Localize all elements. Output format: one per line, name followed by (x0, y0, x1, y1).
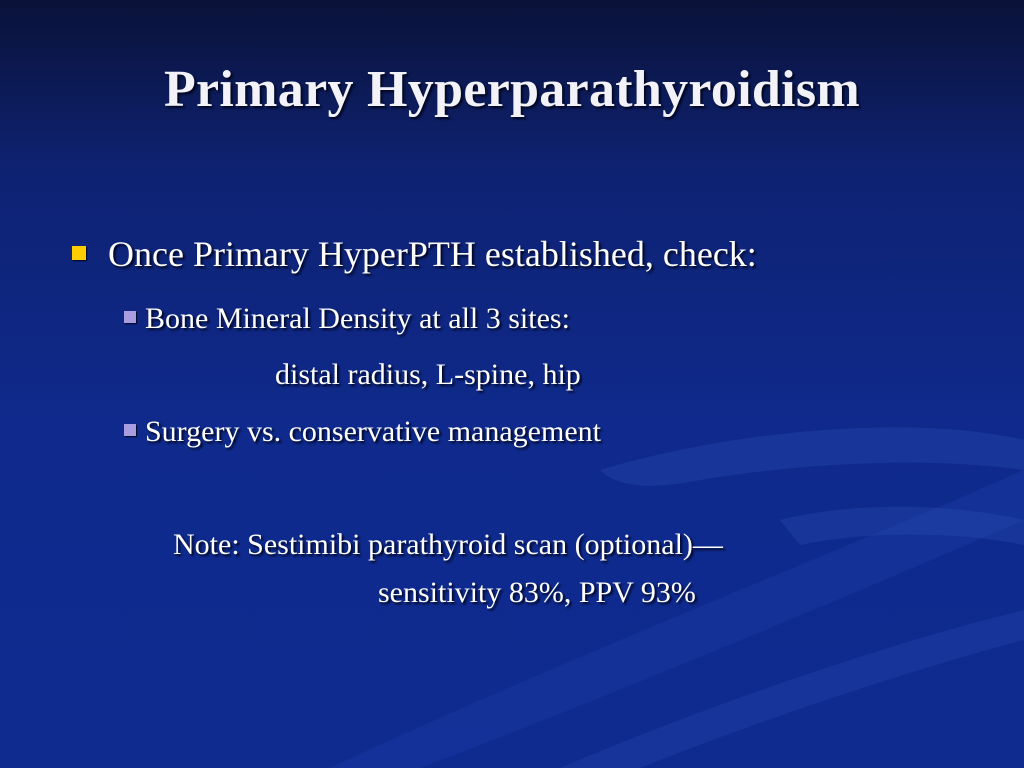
note-line-1: Note: Sestimibi parathyroid scan (optional)— (173, 528, 723, 561)
bullet-main-text: Once Primary HyperPTH established, check: (108, 234, 757, 274)
bullet-main (72, 233, 757, 275)
page-title: Primary Hyperparathyroidism (163, 61, 861, 118)
note-line-2: sensitivity 83%, PPV 93% (378, 576, 696, 609)
sub-bullet-bmd (124, 302, 570, 336)
square-bullet-icon (124, 311, 136, 323)
square-bullet-icon (124, 424, 136, 436)
sub-bullet-surgery-text: Surgery vs. conservative management (145, 415, 601, 448)
square-bullet-icon (72, 246, 86, 260)
sub-bullet-bmd-text: Bone Mineral Density at all 3 sites: (145, 302, 570, 335)
bmd-sites-text: distal radius, L-spine, hip (275, 358, 581, 391)
sub-bullet-surgery (124, 415, 601, 449)
